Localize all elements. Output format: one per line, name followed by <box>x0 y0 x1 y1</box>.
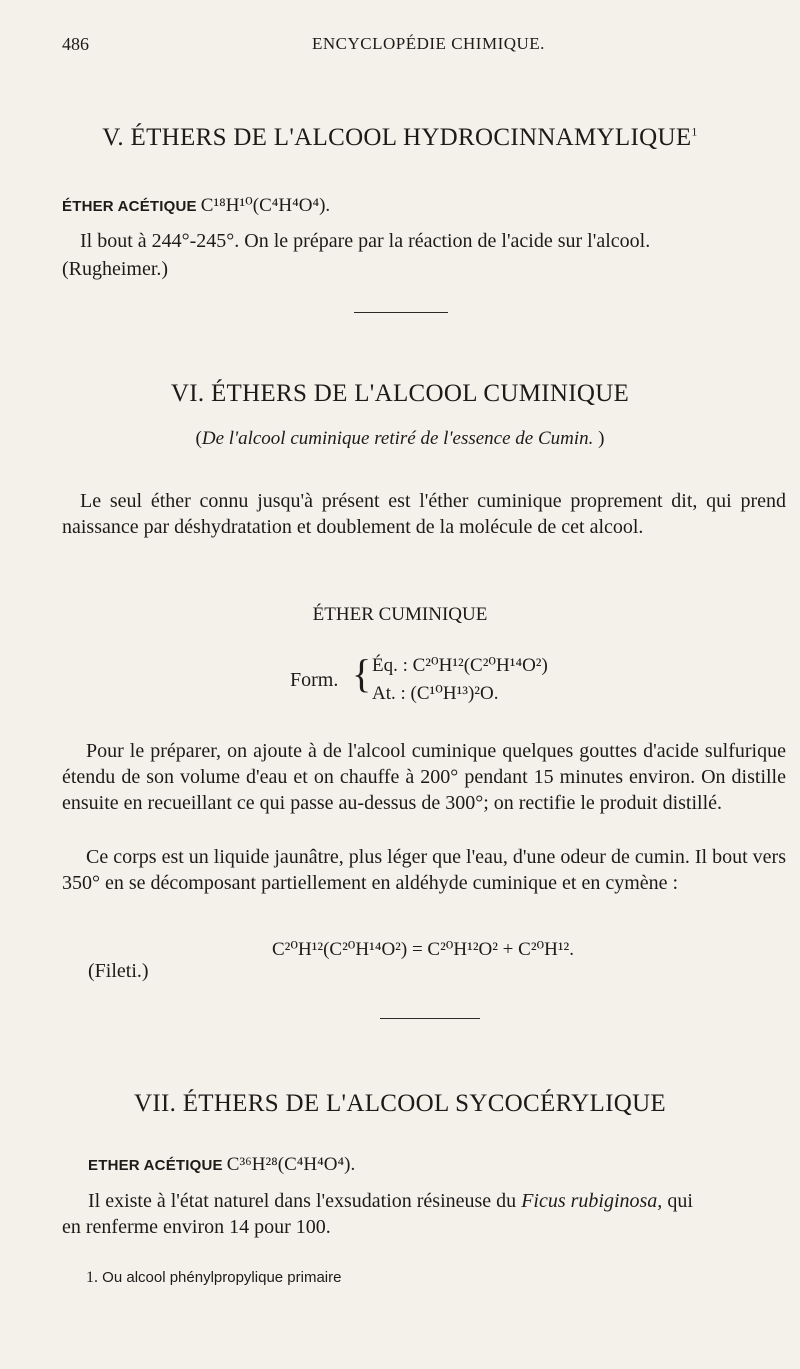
compound-formula: C¹⁸H¹⁰(C⁴H⁴O⁴). <box>200 195 331 216</box>
species-name: Ficus rubiginosa, <box>521 1190 663 1212</box>
section-6-para-2: Pour le préparer, on ajoute à de l'alcool cuminique quelques gouttes d'acide sulfurique étendu de son volume d'eau et on chauffe à 200° pendant 15 minutes environ. On distille ensuite en recueillant ce qui passe au-dessus de 300°; on rectifie le produit distillé. <box>62 740 786 814</box>
section-7-compound <box>88 1154 355 1176</box>
curly-brace: { <box>352 651 372 696</box>
form-atomic: At. : (C¹⁰H¹³)²O. <box>372 683 499 704</box>
footnote-mark: 1 <box>691 124 698 139</box>
section-7-title: VII. ÉTHERS DE L'ALCOOL SYCOCÉRYLIQUE <box>133 1090 666 1117</box>
fileti-credit: (Fileti.) <box>88 960 149 982</box>
section-6-para-3: Ce corps est un liquide jaunâtre, plus léger que l'eau, d'une odeur de cumin. Il bout vers 350° en se décomposant partiellement en aldéhyde cuminique et en cymène : <box>62 846 786 894</box>
section-5-compound <box>62 194 330 217</box>
form-label: Form. <box>290 669 339 691</box>
section-5-title <box>0 124 800 152</box>
section-7-para-line-1 <box>88 1188 693 1214</box>
section-6-para-1: Le seul éther connu jusqu'à présent est l'éther cuminique proprement dit, qui prend naissance par déshydratation et doublement de la molécule de cet alcool. <box>62 490 786 538</box>
section-5-para-line-1: Il bout à 244°-245°. On le prépare par la réaction de l'acide sur l'alcool. <box>80 230 651 252</box>
section-6-title: VI. ÉTHERS DE L'ALCOOL CUMINIQUE <box>170 380 630 407</box>
form-equivalent: Éq. : C²⁰H¹²(C²⁰H¹⁴O²) <box>372 655 548 676</box>
section-5-para-line-2: (Rugheimer.) <box>62 258 169 280</box>
section-5-title-text: V. ÉTHERS DE L'ALCOOL HYDROCINNAMYLIQUE <box>102 124 692 151</box>
compound-formula: C³⁶H²⁸(C⁴H⁴O⁴). <box>226 1154 356 1175</box>
section-6-subtitle <box>0 428 800 450</box>
compound-label: ETHER ACÉTIQUE <box>88 1157 223 1174</box>
page-number: 486 <box>62 34 89 54</box>
decomposition-equation: C²⁰H¹²(C²⁰H¹⁴O²) = C²⁰H¹²O² + C²⁰H¹². <box>272 939 574 960</box>
compound-label: ÉTHER ACÉTIQUE <box>62 198 197 215</box>
subtitle-text: De l'alcool cuminique retiré de l'essence de Cumin. <box>201 428 594 449</box>
footnote-number: 1. <box>86 1269 98 1286</box>
footnote-text: Ou alcool phénylpropylique primaire <box>102 1269 342 1286</box>
para-start: Il existe à l'état naturel dans l'exsudation résineuse du <box>88 1190 517 1212</box>
para-end: qui <box>667 1190 693 1212</box>
ether-cuminique-heading: ÉTHER CUMINIQUE <box>312 604 488 625</box>
footnote <box>86 1269 341 1287</box>
section-7-para-line-2: en renferme environ 14 pour 100. <box>62 1216 331 1238</box>
subtitle-close-paren: ) <box>598 428 605 449</box>
running-title: ENCYCLOPÉDIE CHIMIQUE. <box>312 34 545 53</box>
section-divider-2 <box>380 1018 480 1019</box>
subtitle-open-paren: ( <box>195 428 202 449</box>
section-divider <box>354 312 448 313</box>
